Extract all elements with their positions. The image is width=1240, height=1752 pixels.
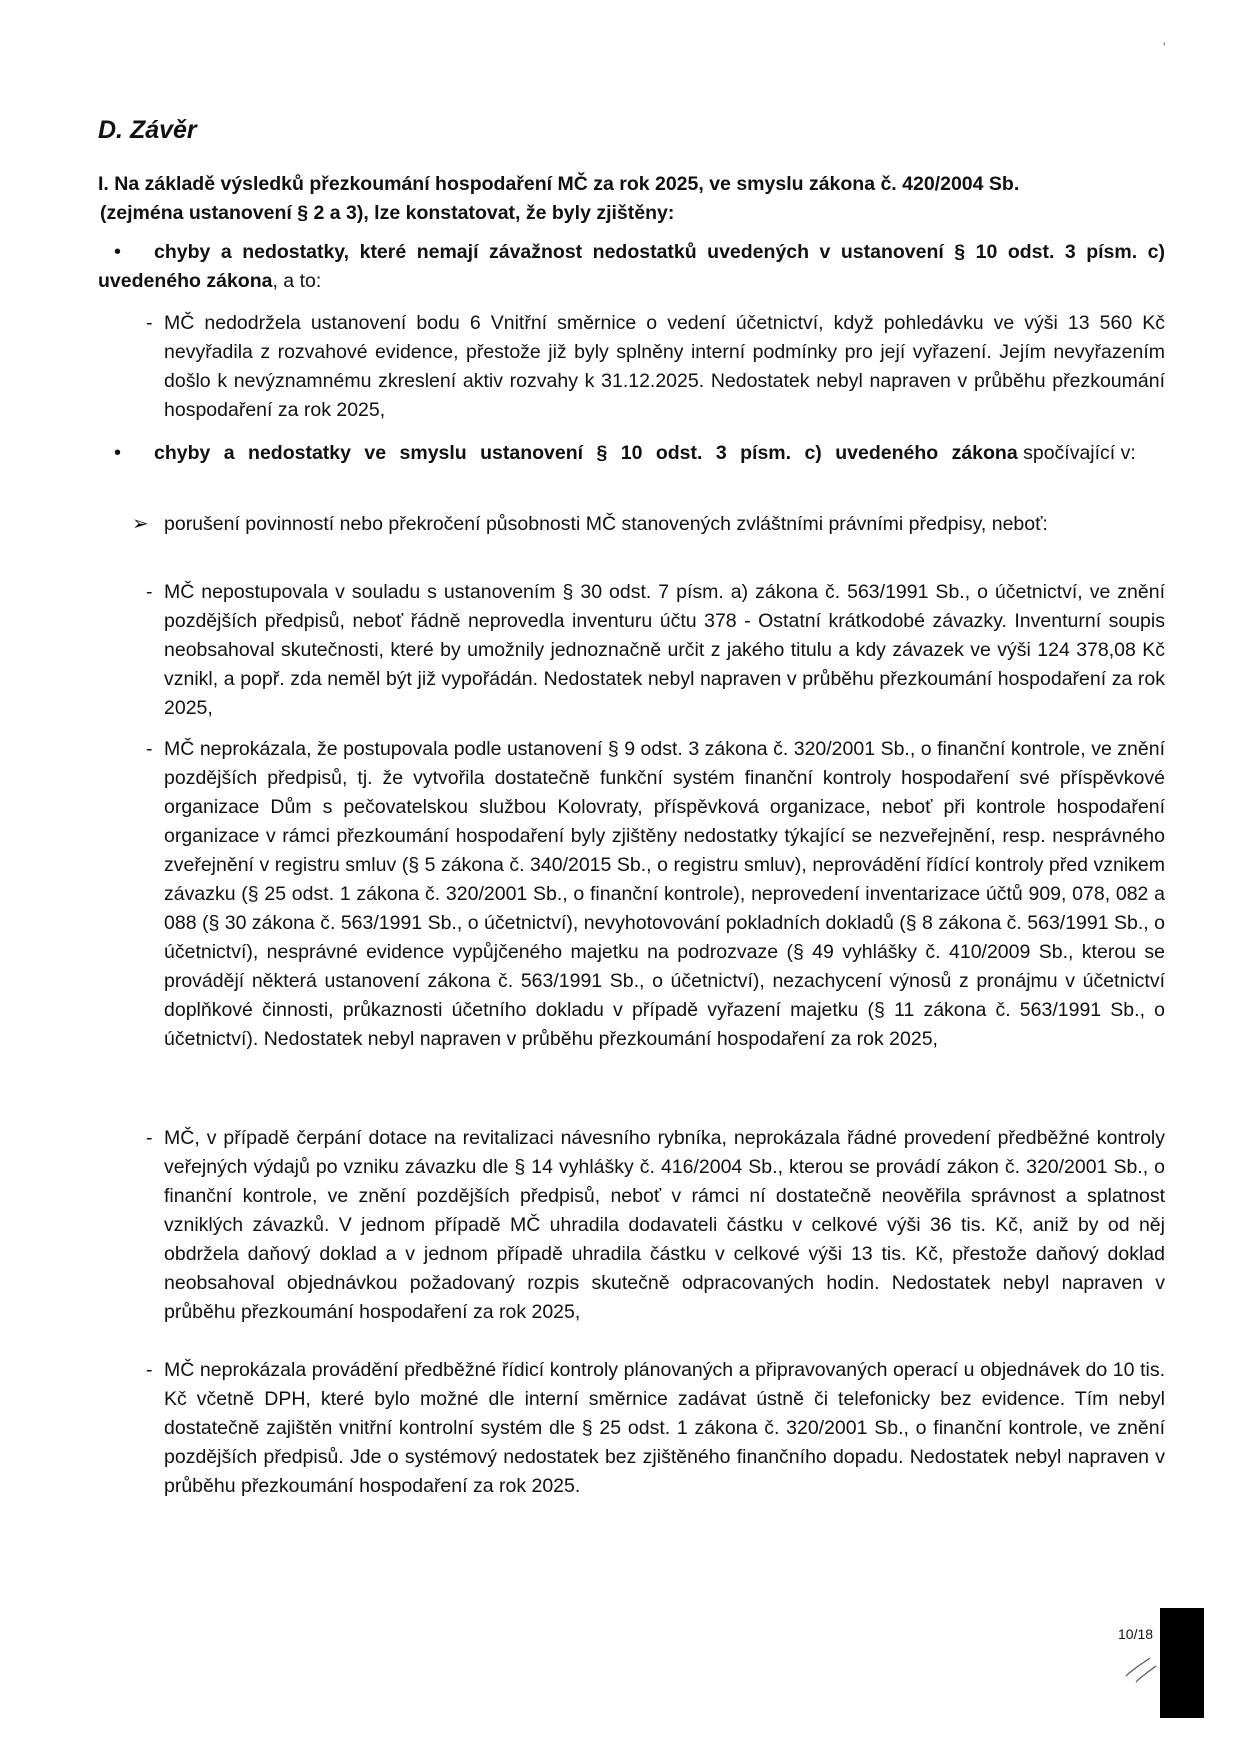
bullet-1-rest: , a to:: [272, 270, 322, 292]
finding-1: [146, 309, 1165, 425]
arrow-item-text: porušení povinností nebo překročení působnosti MČ stanovených zvláštními právními předpisy, neboť:: [164, 513, 1048, 535]
bullet-minor-findings: [98, 238, 1165, 296]
finding-5-text: MČ neprokázala provádění předběžné řídicí kontroly plánovaných a připravovaných operací u objednávek do 10 tis. Kč včetně DPH, které bylo možné dle interní směrnice zadávat ústně či telefonicky bez evidence. Tím nebyl dostatečně zajištěn vnitřní kontrolní systém dle § 25 odst. 1 zákona č. 320/2001 Sb., o finanční kontrole, ve znění pozdějších předpisů. Jde o systémový nedostatek bez zjištěného finančního dopadu. Nedostatek nebyl napraven v průběhu přezkoumání hospodaření za rok 2025.: [164, 1359, 1165, 1497]
page-number: 10/18: [1118, 1626, 1154, 1642]
dash-marker: -: [146, 1127, 153, 1149]
finding-5: [146, 1356, 1165, 1501]
arrow-bullet-icon: ➢: [132, 513, 149, 535]
finding-2: [146, 578, 1165, 723]
dash-marker: -: [146, 312, 153, 334]
dash-marker: -: [146, 738, 153, 760]
intro-line-1: I. Na základě výsledků přezkoumání hospodaření MČ za rok 2025, ve smyslu zákona č. 420/2004 Sb.: [98, 173, 1020, 195]
arrow-item: [132, 510, 1165, 539]
bullet-dot-icon: •: [114, 241, 122, 263]
intro-line-2: (zejména ustanovení § 2 a 3), lze konstatovat, že byly zjištěny:: [100, 202, 675, 224]
bullet-dot-icon: •: [114, 442, 122, 464]
bullet-2-bold: chyby a nedostatky ve smyslu ustanovení § 10 odst. 3 písm. c) uvedeného zákona: [154, 442, 1018, 464]
scan-edge-bar: [1160, 1608, 1204, 1718]
dash-marker: -: [146, 581, 153, 603]
conclusion-intro: [98, 170, 1165, 228]
bullet-2-rest: spočívající v:: [1017, 442, 1136, 464]
finding-4-text: MČ, v případě čerpání dotace na revitalizaci návesního rybníka, neprokázala řádné provedení předběžné kontroly veřejných výdajů po vzniku závazku dle § 14 vyhlášky č. 416/2004 Sb., kterou se provádí zákon č. 320/2001 Sb., o finanční kontrole, ve znění pozdějších předpisů, neboť v rámci ní dostatečně neověřila správnost a splatnost vzniklých závazků. V jednom případě MČ uhradila dodavateli částku v celkové výši 36 tis. Kč, aniž by od něj obdržela daňový doklad a v jednom případě uhradila částku v celkové výši 13 tis. Kč, přestože daňový doklad neobsahoval objednávkou požadovaný rozpis skutečně odpracovaných hodin. Nedostatek nebyl napraven v průběhu přezkoumání hospodaření za rok 2025,: [164, 1127, 1165, 1323]
finding-2-text: MČ nepostupovala v souladu s ustanovením § 30 odst. 7 písm. a) zákona č. 563/1991 Sb., o účetnictví, ve znění pozdějších předpisů, neboť řádně neprovedla inventuru účtu 378 - Ostatní krátkodobé závazky. Inventurní soupis neobsahoval skutečnosti, které by umožnily jednoznačně určit z jakého titulu a kdy závazek ve výši 124 378,08 Kč vznikl, a popř. zda neměl být již vypořádán. Nedostatek nebyl napraven v průběhu přezkoumání hospodaření za rok 2025,: [164, 581, 1165, 719]
finding-3-text: MČ neprokázala, že postupovala podle ustanovení § 9 odst. 3 zákona č. 320/2001 Sb., o finanční kontrole, ve znění pozdějších předpisů, tj. že vytvořila dostatečně funkční systém finanční kontroly hospodaření své příspěvkové organizace Dům s pečovatelskou službou Kolovraty, příspěvková organizace, neboť při kontrole hospodaření organizace v rámci přezkoumání hospodaření byly zjištěny nedostatky týkající se nezveřejnění, resp. nesprávného zveřejnění v registru smluv (§ 5 zákona č. 340/2015 Sb., o registru smluv), neprovádění řídící kontroly před vznikem závazku (§ 25 odst. 1 zákona č. 320/2001 Sb., o finanční kontrole), neprovedení inventarizace účtů 909, 078, 082 a 088 (§ 30 zákona č. 563/1991 Sb., o účetnictví), nevyhotovování pokladních dokladů (§ 8 zákona č. 563/1991 Sb., o účetnictví), nesprávné evidence vypůjčeného majetku na podrozvaze (§ 49 vyhlášky č. 410/2009 Sb., kterou se provádějí některá ustanovení zákona č. 563/1991 Sb., o účetnictví), nezachycení výnosů z pronájmu v účetnictví doplňkové činnosti, průkaznosti účetního dokladu v případě vyřazení majetku (§ 11 zákona č. 563/1991 Sb., o účetnictví). Nedostatek nebyl napraven v průběhu přezkoumání hospodaření za rok 2025,: [164, 738, 1165, 1050]
finding-4: [146, 1124, 1165, 1327]
initials-scribble: [1120, 1648, 1160, 1688]
bullet-major-findings: [98, 439, 1165, 468]
bullet-1-bold: chyby a nedostatky, které nemají závažnost nedostatků uvedených v ustanovení § 10 odst. 3 písm. c) uvedeného zákona: [98, 241, 1165, 292]
section-heading: D. Závěr: [98, 116, 197, 144]
scan-mark: ': [1163, 40, 1166, 54]
finding-3: [146, 735, 1165, 1054]
dash-marker: -: [146, 1359, 153, 1381]
finding-1-text: MČ nedodržela ustanovení bodu 6 Vnitřní směrnice o vedení účetnictví, když pohledávku ve výši 13 560 Kč nevyřadila z rozvahové evidence, přestože již byly splněny interní podmínky pro její vyřazení. Jejím nevyřazením došlo k nevýznamnému zkreslení aktiv rozvahy k 31.12.2025. Nedostatek nebyl napraven v průběhu přezkoumání hospodaření za rok 2025,: [164, 312, 1165, 421]
